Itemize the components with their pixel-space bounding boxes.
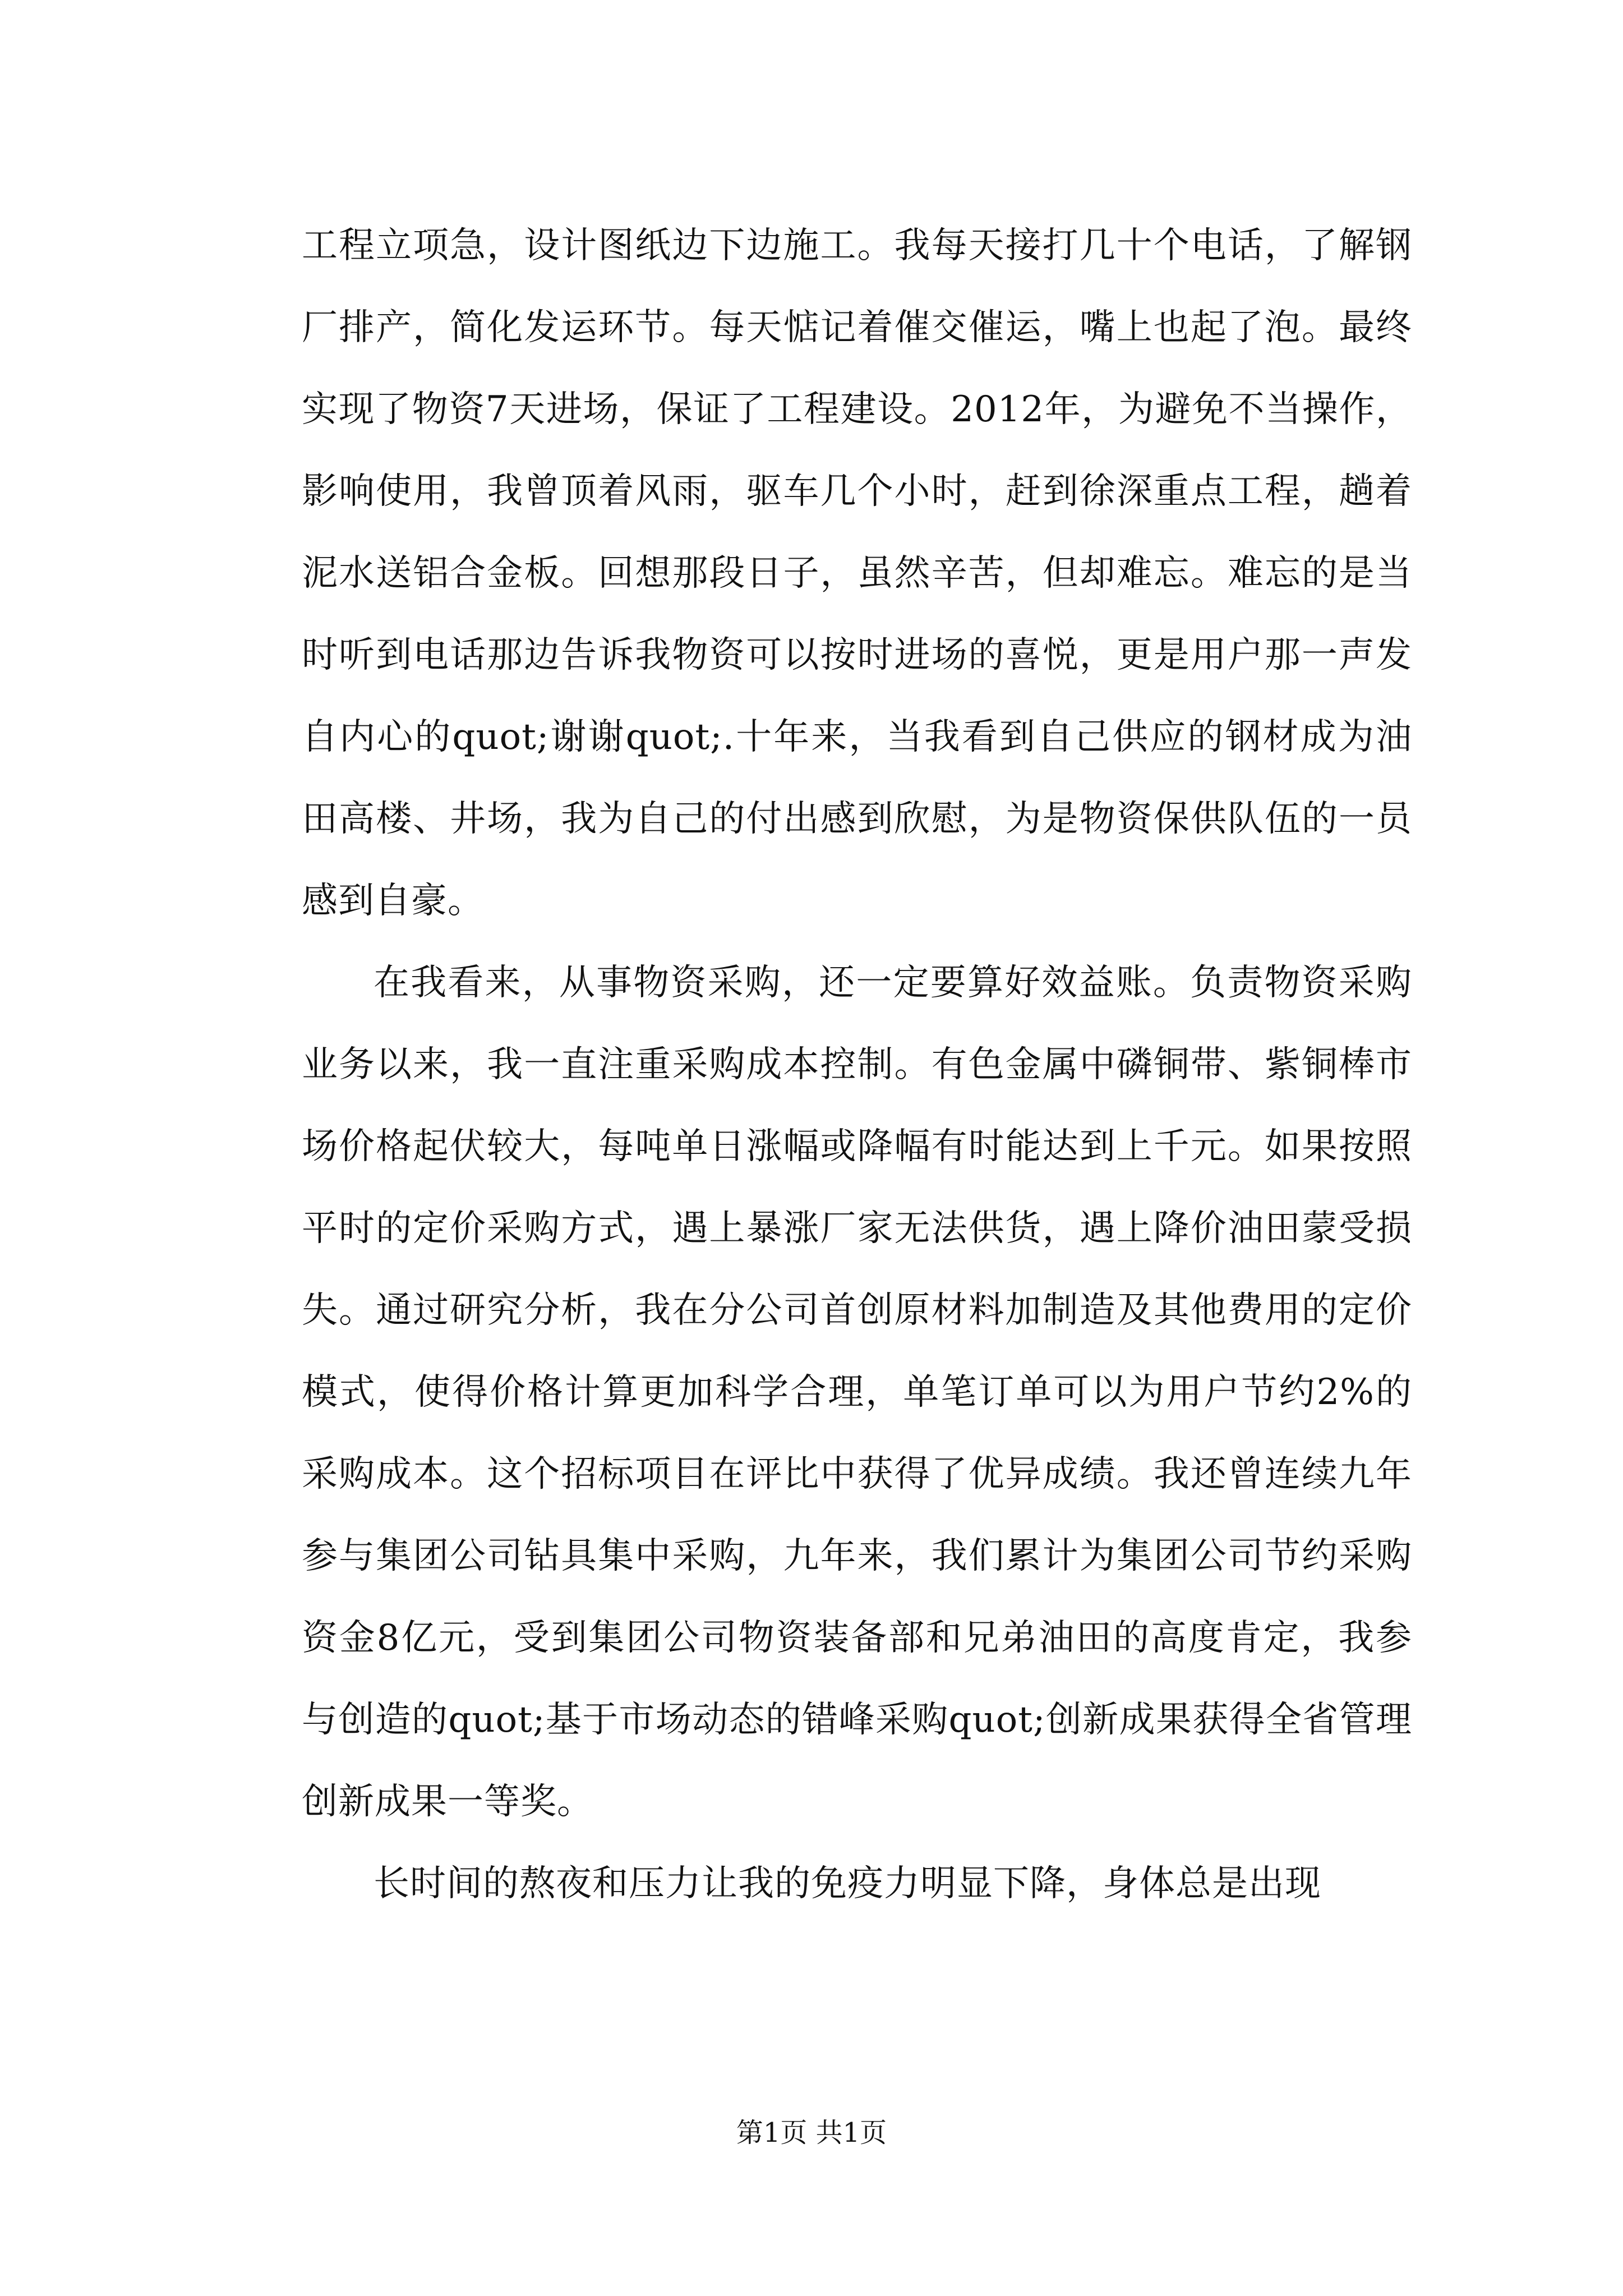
paragraph-1: 工程立项急，设计图纸边下边施工。我每天接打几十个电话，了解钢厂排产，简化发运环节。每天惦记着催交催运，嘴上也起了泡。最终实现了物资7天进场，保证了工程建设。2012年，为避免不当操作，影响使用，我曾顶着风雨，驱车几个小时，赶到徐深重点工程，趟着泥水送铝合金板。回想那段日子，虽然辛苦，但却难忘。难忘的是当时听到电话那边告诉我物资可以按时进场的喜悦，更是用户那一声发自内心的quot;谢谢quot;.十年来，当我看到自己供应的钢材成为油田高楼、井场，我为自己的付出感到欣慰，为是物资保供队伍的一员感到自豪。: [302, 225, 1412, 922]
document-body: [302, 205, 1412, 1925]
page-number-footer: 第1页 共1页: [736, 2117, 887, 2148]
paragraph-3: 长时间的熬夜和压力让我的免疫力明显下降，身体总是出现: [374, 1863, 1321, 1904]
paragraph-2: 在我看来，从事物资采购，还一定要算好效益账。负责物资采购业务以来，我一直注重采购成本控制。有色金属中磷铜带、紫铜棒市场价格起伏较大，每吨单日涨幅或降幅有时能达到上千元。如果按照平时的定价采购方式，遇上暴涨厂家无法供货，遇上降价油田蒙受损失。通过研究分析，我在分公司首创原材料加制造及其他费用的定价模式，使得价格计算更加科学合理，单笔订单可以为用户节约2%的采购成本。这个招标项目在评比中获得了优异成绩。我还曾连续九年参与集团公司钻具集中采购，九年来，我们累计为集团公司节约采购资金8亿元，受到集团公司物资装备部和兄弟油田的高度肯定，我参与创造的quot;基于市场动态的错峰采购quot;创新成果获得全省管理创新成果一等奖。: [302, 962, 1412, 1823]
